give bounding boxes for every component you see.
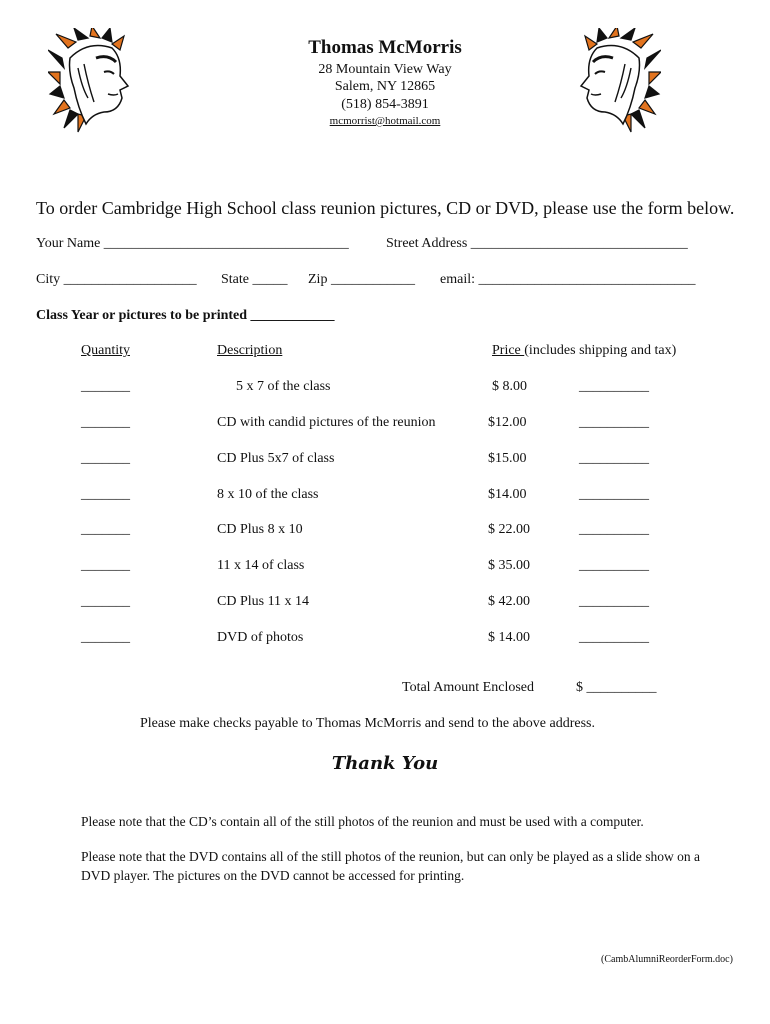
sender-name: Thomas McMorris [308,37,462,58]
sender-email-link[interactable]: mcmorrist@hotmail.com [329,115,441,127]
price-header-label: Price [492,343,525,358]
item-description: 8 x 10 of the class [217,487,319,502]
item-description: CD Plus 11 x 14 [217,594,310,609]
cd-note: Please note that the CD’s contain all of the still photos of the reunion and must be used with a computer. [81,814,644,829]
class-year-blank[interactable]: ____________ [250,308,335,323]
quantity-blank[interactable]: _______ [81,558,130,573]
description-header: Description [217,343,283,358]
quantity-blank[interactable]: _______ [81,451,130,466]
item-price: $ 42.00 [488,594,530,609]
quantity-blank[interactable]: _______ [81,379,130,394]
dvd-note: Please note that the DVD contains all of the still photos of the reunion, but can only be played as a slide show on a DVD player. The pictures on the DVD cannot be accessed for printing. [81,849,700,883]
amount-blank[interactable]: __________ [579,630,649,645]
item-price: $ 8.00 [492,379,527,394]
thank-you-text: Thank You [331,753,439,774]
zip-field[interactable]: Zip ____________ [308,272,415,287]
quantity-blank[interactable]: _______ [81,522,130,537]
amount-blank[interactable]: __________ [579,451,649,466]
intro-text: To order Cambridge High School class reunion pictures, CD or DVD, please use the form below. [36,198,735,218]
quantity-blank[interactable]: _______ [81,415,130,430]
item-price: $12.00 [488,415,527,430]
street-address-field[interactable]: Street Address _______________________________ [386,236,688,251]
item-price: $15.00 [488,451,527,466]
amount-blank[interactable]: __________ [579,522,649,537]
item-description: CD Plus 5x7 of class [217,451,335,466]
quantity-blank[interactable]: _______ [81,630,130,645]
your-name-field[interactable]: Your Name ___________________________________ [36,236,349,251]
item-description: CD with candid pictures of the reunion [217,415,436,430]
sender-street: 28 Mountain View Way [318,62,452,77]
amount-blank[interactable]: __________ [579,415,649,430]
sender-phone: (518) 854-3891 [341,97,429,112]
item-description: DVD of photos [217,630,304,645]
quantity-blank[interactable]: _______ [81,594,130,609]
item-description: 11 x 14 of class [217,558,305,573]
city-field[interactable]: City ___________________ [36,272,197,287]
checks-note: Please make checks payable to Thomas McMorris and send to the above address. [140,716,595,731]
quantity-blank[interactable]: _______ [81,487,130,502]
item-price: $14.00 [488,487,527,502]
class-year-field[interactable] [36,308,335,324]
item-price: $ 22.00 [488,522,530,537]
sender-city: Salem, NY 12865 [334,79,436,94]
amount-blank[interactable]: __________ [579,379,649,394]
total-amount-blank[interactable]: $ __________ [576,680,657,695]
price-header-note: (includes shipping and tax) [524,343,677,358]
price-header [492,343,676,359]
quantity-header: Quantity [81,343,130,358]
total-label: Total Amount Enclosed [402,680,535,695]
amount-blank[interactable]: __________ [579,487,649,502]
amount-blank[interactable]: __________ [579,558,649,573]
item-price: $ 14.00 [488,630,530,645]
state-field[interactable]: State _____ [221,272,288,287]
item-description: CD Plus 8 x 10 [217,522,303,537]
class-year-label: Class Year or pictures to be printed [36,308,248,323]
item-description: 5 x 7 of the class [236,379,331,394]
email-field[interactable]: email: _______________________________ [440,272,696,287]
item-price: $ 35.00 [488,558,530,573]
document-filename: (CambAlumniReorderForm.doc) [601,954,733,965]
amount-blank[interactable]: __________ [579,594,649,609]
